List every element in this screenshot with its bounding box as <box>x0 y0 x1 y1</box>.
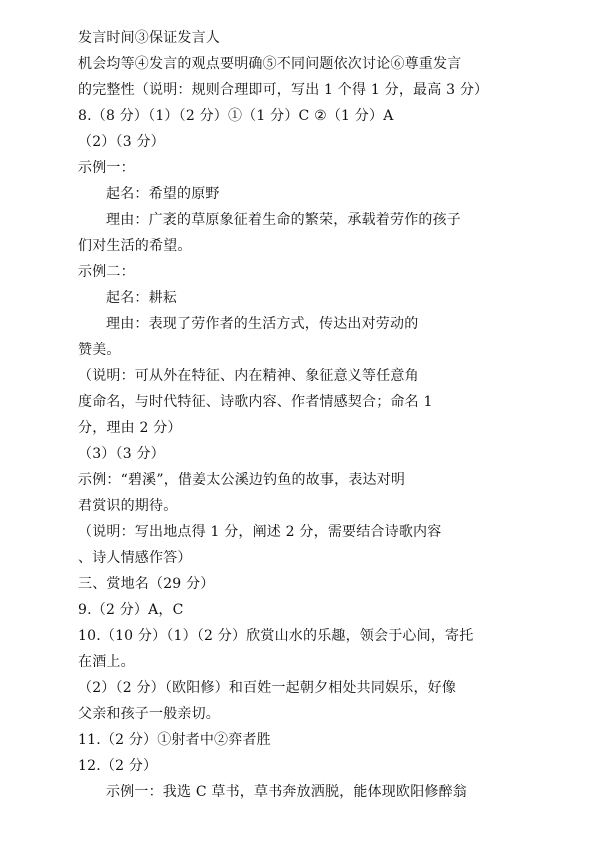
text-line: （2）（2 分）（欧阳修）和百姓一起朝夕相处共同娱乐，好像 <box>78 680 457 696</box>
text-line: 8.（8 分）（1）（2 分）①（1 分）C ②（1 分）A <box>78 108 394 124</box>
text-line: 理由：广袤的草原象征着生命的繁荣，承载着劳作的孩子 <box>106 212 461 228</box>
text-line: 发言时间③保证发言人 <box>78 30 220 46</box>
text-line: 示例一：我选 C 草书，草书奔放洒脱，能体现欧阳修醉翁 <box>106 784 468 800</box>
text-line: 赞美。 <box>78 342 121 358</box>
text-line: 们对生活的希望。 <box>78 238 192 254</box>
text-line: 示例二： <box>78 264 135 280</box>
text-line: （3）（3 分） <box>78 446 165 462</box>
text-line: 父亲和孩子一般亲切。 <box>78 706 220 722</box>
text-line: （说明：写出地点得 1 分，阐述 2 分，需要结合诗歌内容 <box>78 524 442 540</box>
text-line: 在酒上。 <box>78 654 135 670</box>
text-line: 君赏识的期待。 <box>78 498 178 514</box>
text-line: 理由：表现了劳作者的生活方式，传达出对劳动的 <box>106 316 419 332</box>
text-line: 起名：耕耘 <box>106 290 177 306</box>
text-line: 、诗人情感作答） <box>78 550 192 566</box>
text-line: 12.（2 分） <box>78 758 158 774</box>
text-line: 10.（10 分）（1）（2 分）欣赏山水的乐趣，领会于心间，寄托 <box>78 628 474 644</box>
text-line: 机会均等④发言的观点要明确⑤不同问题依次讨论⑥尊重发言 <box>78 56 462 72</box>
text-line: （说明：可从外在特征、内在精神、象征意义等任意角 <box>78 368 419 384</box>
text-line: 示例：“碧溪”，借姜太公溪边钓鱼的故事，表达对明 <box>78 472 406 488</box>
text-line: 起名：希望的原野 <box>106 186 220 202</box>
section-heading: 三、赏地名（29 分） <box>78 576 215 592</box>
text-line: 9.（2 分）A，C <box>78 602 184 618</box>
text-line: 的完整性（说明：规则合理即可，写出 1 个得 1 分，最高 3 分） <box>78 82 489 98</box>
text-line: 分，理由 2 分） <box>78 420 182 436</box>
text-line: 11.（2 分）①射者中②弈者胜 <box>78 732 271 748</box>
text-line: （2）（3 分） <box>78 134 165 150</box>
text-line: 示例一： <box>78 160 135 176</box>
text-line: 度命名，与时代特征、诗歌内容、作者情感契合；命名 1 <box>78 394 433 410</box>
